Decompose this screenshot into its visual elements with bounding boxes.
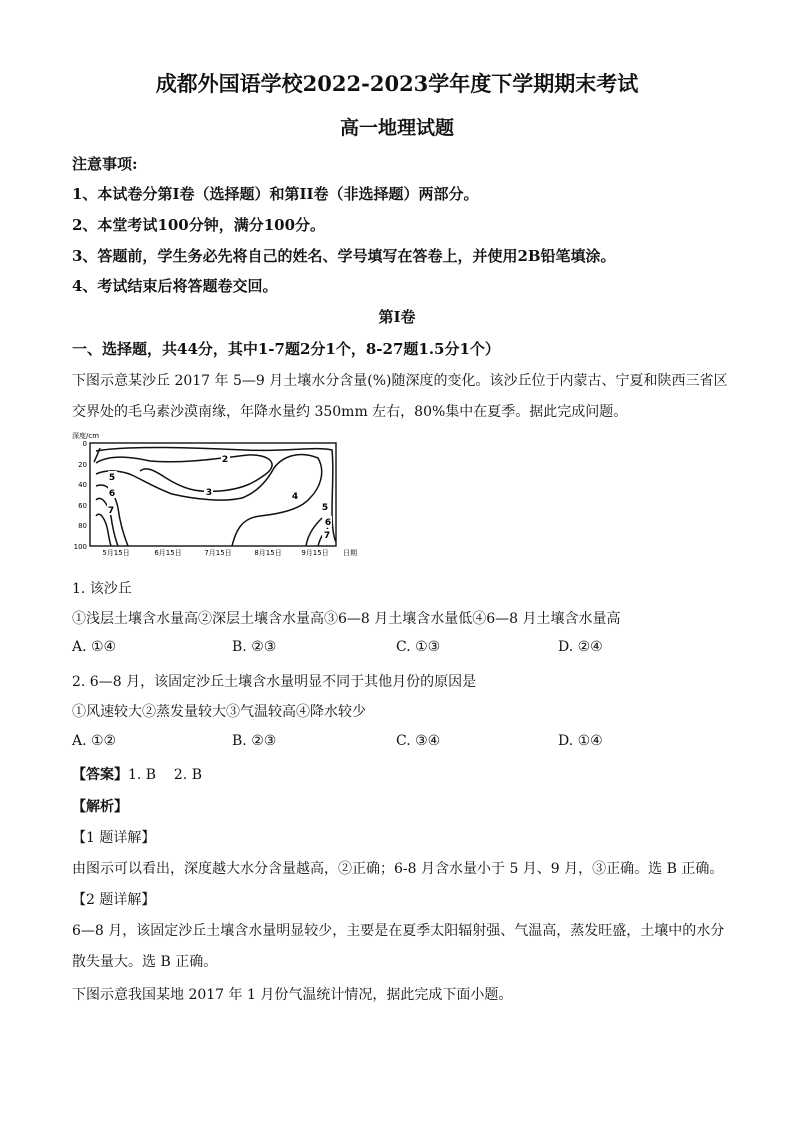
contour-label: 5 (321, 503, 329, 513)
x-ticks (102, 549, 328, 557)
question-1-option-d[interactable]: D. ②④ (558, 639, 603, 655)
section-title: 第Ⅰ卷 (378, 308, 416, 326)
question-2-option-d[interactable]: D. ①④ (558, 733, 603, 749)
analysis-label: 【解析】 (72, 799, 128, 815)
question-1-option-a[interactable]: A. ①④ (72, 639, 117, 655)
contour-label: 7 (323, 531, 331, 541)
y-tick-label: 0 (82, 440, 87, 448)
part-one-heading: 一、选择题，共44分，其中1-7题2分1个，8-27题1.5分1个） (72, 340, 500, 358)
y-tick-label: 40 (78, 481, 87, 489)
contour-line (96, 514, 111, 546)
contour-line (96, 455, 322, 546)
contour-line (96, 455, 272, 492)
contour-label: 6 (108, 489, 116, 499)
y-ticks (74, 440, 87, 551)
contour-label: 3 (205, 488, 213, 498)
intro-text: 下图示意某沙丘 2017 年 5—9 月土壤水分含量(%)随深度的变化。该沙丘位于内蒙古、宁夏和陕西三省区 (72, 373, 728, 389)
detail-1-text: 由图示可以看出，深度越大水分含量越高，②正确；6-8 月含水量小于 5 月、9 月，③正确。选 B 正确。 (72, 861, 724, 877)
answer-label: 【答案】 (72, 767, 128, 783)
x-tick-label: 8月15日 (254, 549, 282, 557)
question-2-stem: 2. 6—8 月，该固定沙丘土壤含水量明显不同于其他月份的原因是 (72, 674, 477, 690)
y-tick-label: 100 (73, 543, 87, 551)
x-tick-label: 7月15日 (204, 549, 232, 557)
exam-title: 成都外国语学校2022-2023学年度下学期期末考试 (155, 71, 639, 96)
contour-label: 2 (221, 455, 229, 465)
question-2-option-b[interactable]: B. ②③ (232, 733, 277, 749)
detail-2-text: 6—8 月，该固定沙丘土壤含水量明显较少，主要是在夏季太阳辐射强、气温高，蒸发旺盛，土壤中的水分 (72, 923, 725, 939)
question-1-option-c[interactable]: C. ①③ (396, 639, 441, 655)
answer-line (72, 764, 202, 784)
detail-2-label: 【2 题详解】 (72, 892, 156, 908)
contour-label: 5 (108, 473, 116, 483)
contour-label: 6 (324, 518, 332, 528)
note-item: 3、答题前，学生务必先将自己的姓名、学号填写在答卷上，并使用2B铅笔填涂。 (72, 247, 616, 265)
x-axis-title: 日期 (343, 549, 357, 557)
next-intro-text: 下图示意我国某地 2017 年 1 月份气温统计情况，据此完成下面小题。 (72, 987, 513, 1003)
notes-heading: 注意事项: (72, 155, 138, 173)
exam-subtitle: 高一地理试题 (339, 117, 454, 139)
x-tick-label: 6月15日 (154, 549, 182, 557)
y-tick-label: 20 (78, 461, 87, 469)
question-2-option-c[interactable]: C. ③④ (396, 733, 441, 749)
note-item: 2、本堂考试100分钟，满分100分。 (72, 216, 326, 234)
soil-moisture-figure (70, 428, 370, 564)
note-item: 1、本试卷分第Ⅰ卷（选择题）和第II卷（非选择题）两部分。 (72, 185, 479, 203)
x-tick-label: 9月15日 (301, 549, 329, 557)
contour-line (96, 447, 336, 542)
question-1-option-b[interactable]: B. ②③ (232, 639, 277, 655)
y-tick-label: 60 (78, 502, 87, 510)
answer-text: 1. B 2. B (128, 767, 202, 783)
note-item: 4、考试结束后将答题卷交回。 (72, 277, 278, 295)
question-2-statements: ①风速较大②蒸发量较大③气温较高④降水较少 (72, 704, 366, 720)
question-1-stem: 1. 该沙丘 (72, 581, 132, 597)
question-1-statements: ①浅层土壤含水量高②深层土壤含水量高③6—8 月土壤含水量低④6—8 月土壤含水量高 (72, 611, 621, 627)
y-tick-label: 80 (78, 522, 87, 530)
question-2-option-a[interactable]: A. ①② (72, 733, 117, 749)
contour-labels (107, 453, 332, 541)
contour-label: 7 (107, 506, 115, 516)
contour-lines (94, 447, 336, 546)
detail-2-text: 散失量大。选 B 正确。 (72, 954, 218, 970)
detail-1-label: 【1 题详解】 (72, 830, 156, 846)
x-tick-label: 5月15日 (102, 549, 130, 557)
y-axis-title: 深度/cm (72, 432, 100, 440)
contour-label: 4 (291, 492, 299, 502)
intro-text: 交界处的毛乌素沙漠南缘，年降水量约 350mm 左右，80%集中在夏季。据此完成问题。 (72, 404, 628, 420)
